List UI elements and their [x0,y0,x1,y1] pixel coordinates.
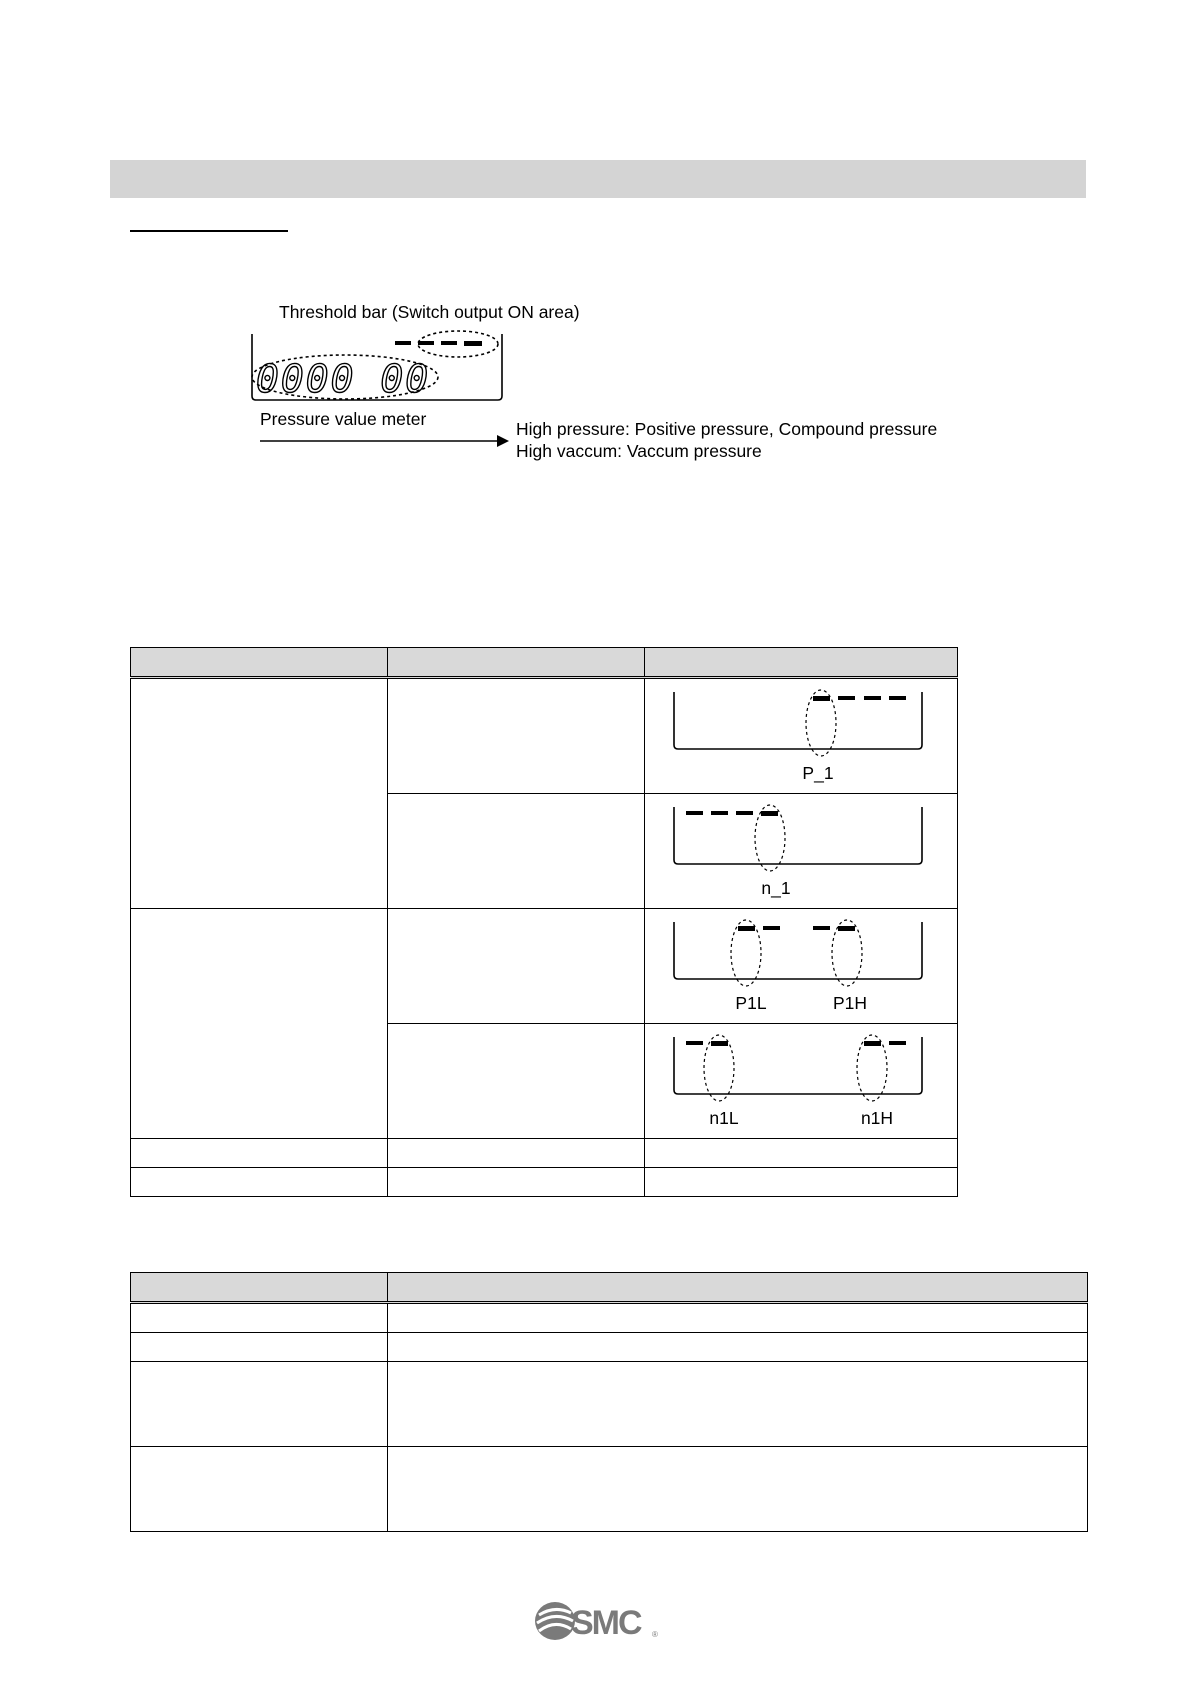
panel-frame-p1l-p1h [674,922,922,979]
table-cell [131,1447,388,1532]
label-p1l: P1L [735,993,767,1013]
lcd-digits: 0000 00 [256,357,431,401]
label-n1l: n1L [709,1108,739,1128]
header-cell [388,1273,1088,1303]
description-table [130,1272,1088,1532]
smc-swirl-icon [535,1602,575,1640]
table-cell [131,1333,388,1362]
table-cell [131,1303,388,1333]
panel-frame-n1 [674,807,922,864]
arrow-label-line1: High pressure: Positive pressure, Compound pressure [516,419,938,439]
table-row [131,1362,1088,1447]
table-row [131,1303,1088,1333]
table-cell [131,1362,388,1447]
arrow-label-line2: High vaccum: Vaccum pressure [516,441,762,461]
label-n1: n_1 [761,878,791,898]
smc-logo [533,1599,661,1643]
table-cell [388,1362,1088,1447]
threshold-bar-label: Threshold bar (Switch output ON area) [279,302,580,322]
table-cell [388,1447,1088,1532]
table-cell [388,1333,1088,1362]
panel-frame-p1 [674,692,922,749]
label-p1: P_1 [802,763,834,783]
smc-logo-text: SMC [571,1604,641,1642]
pressure-meter-label: Pressure value meter [260,409,427,429]
table-row [131,1447,1088,1532]
table-row [131,1333,1088,1362]
table-cell [388,1303,1088,1333]
label-p1h: P1H [832,993,868,1013]
label-n1h: n1H [860,1108,894,1128]
svg-text:®: ® [652,1630,658,1639]
header-cell [131,1273,388,1303]
table-header-row [131,1273,1088,1303]
